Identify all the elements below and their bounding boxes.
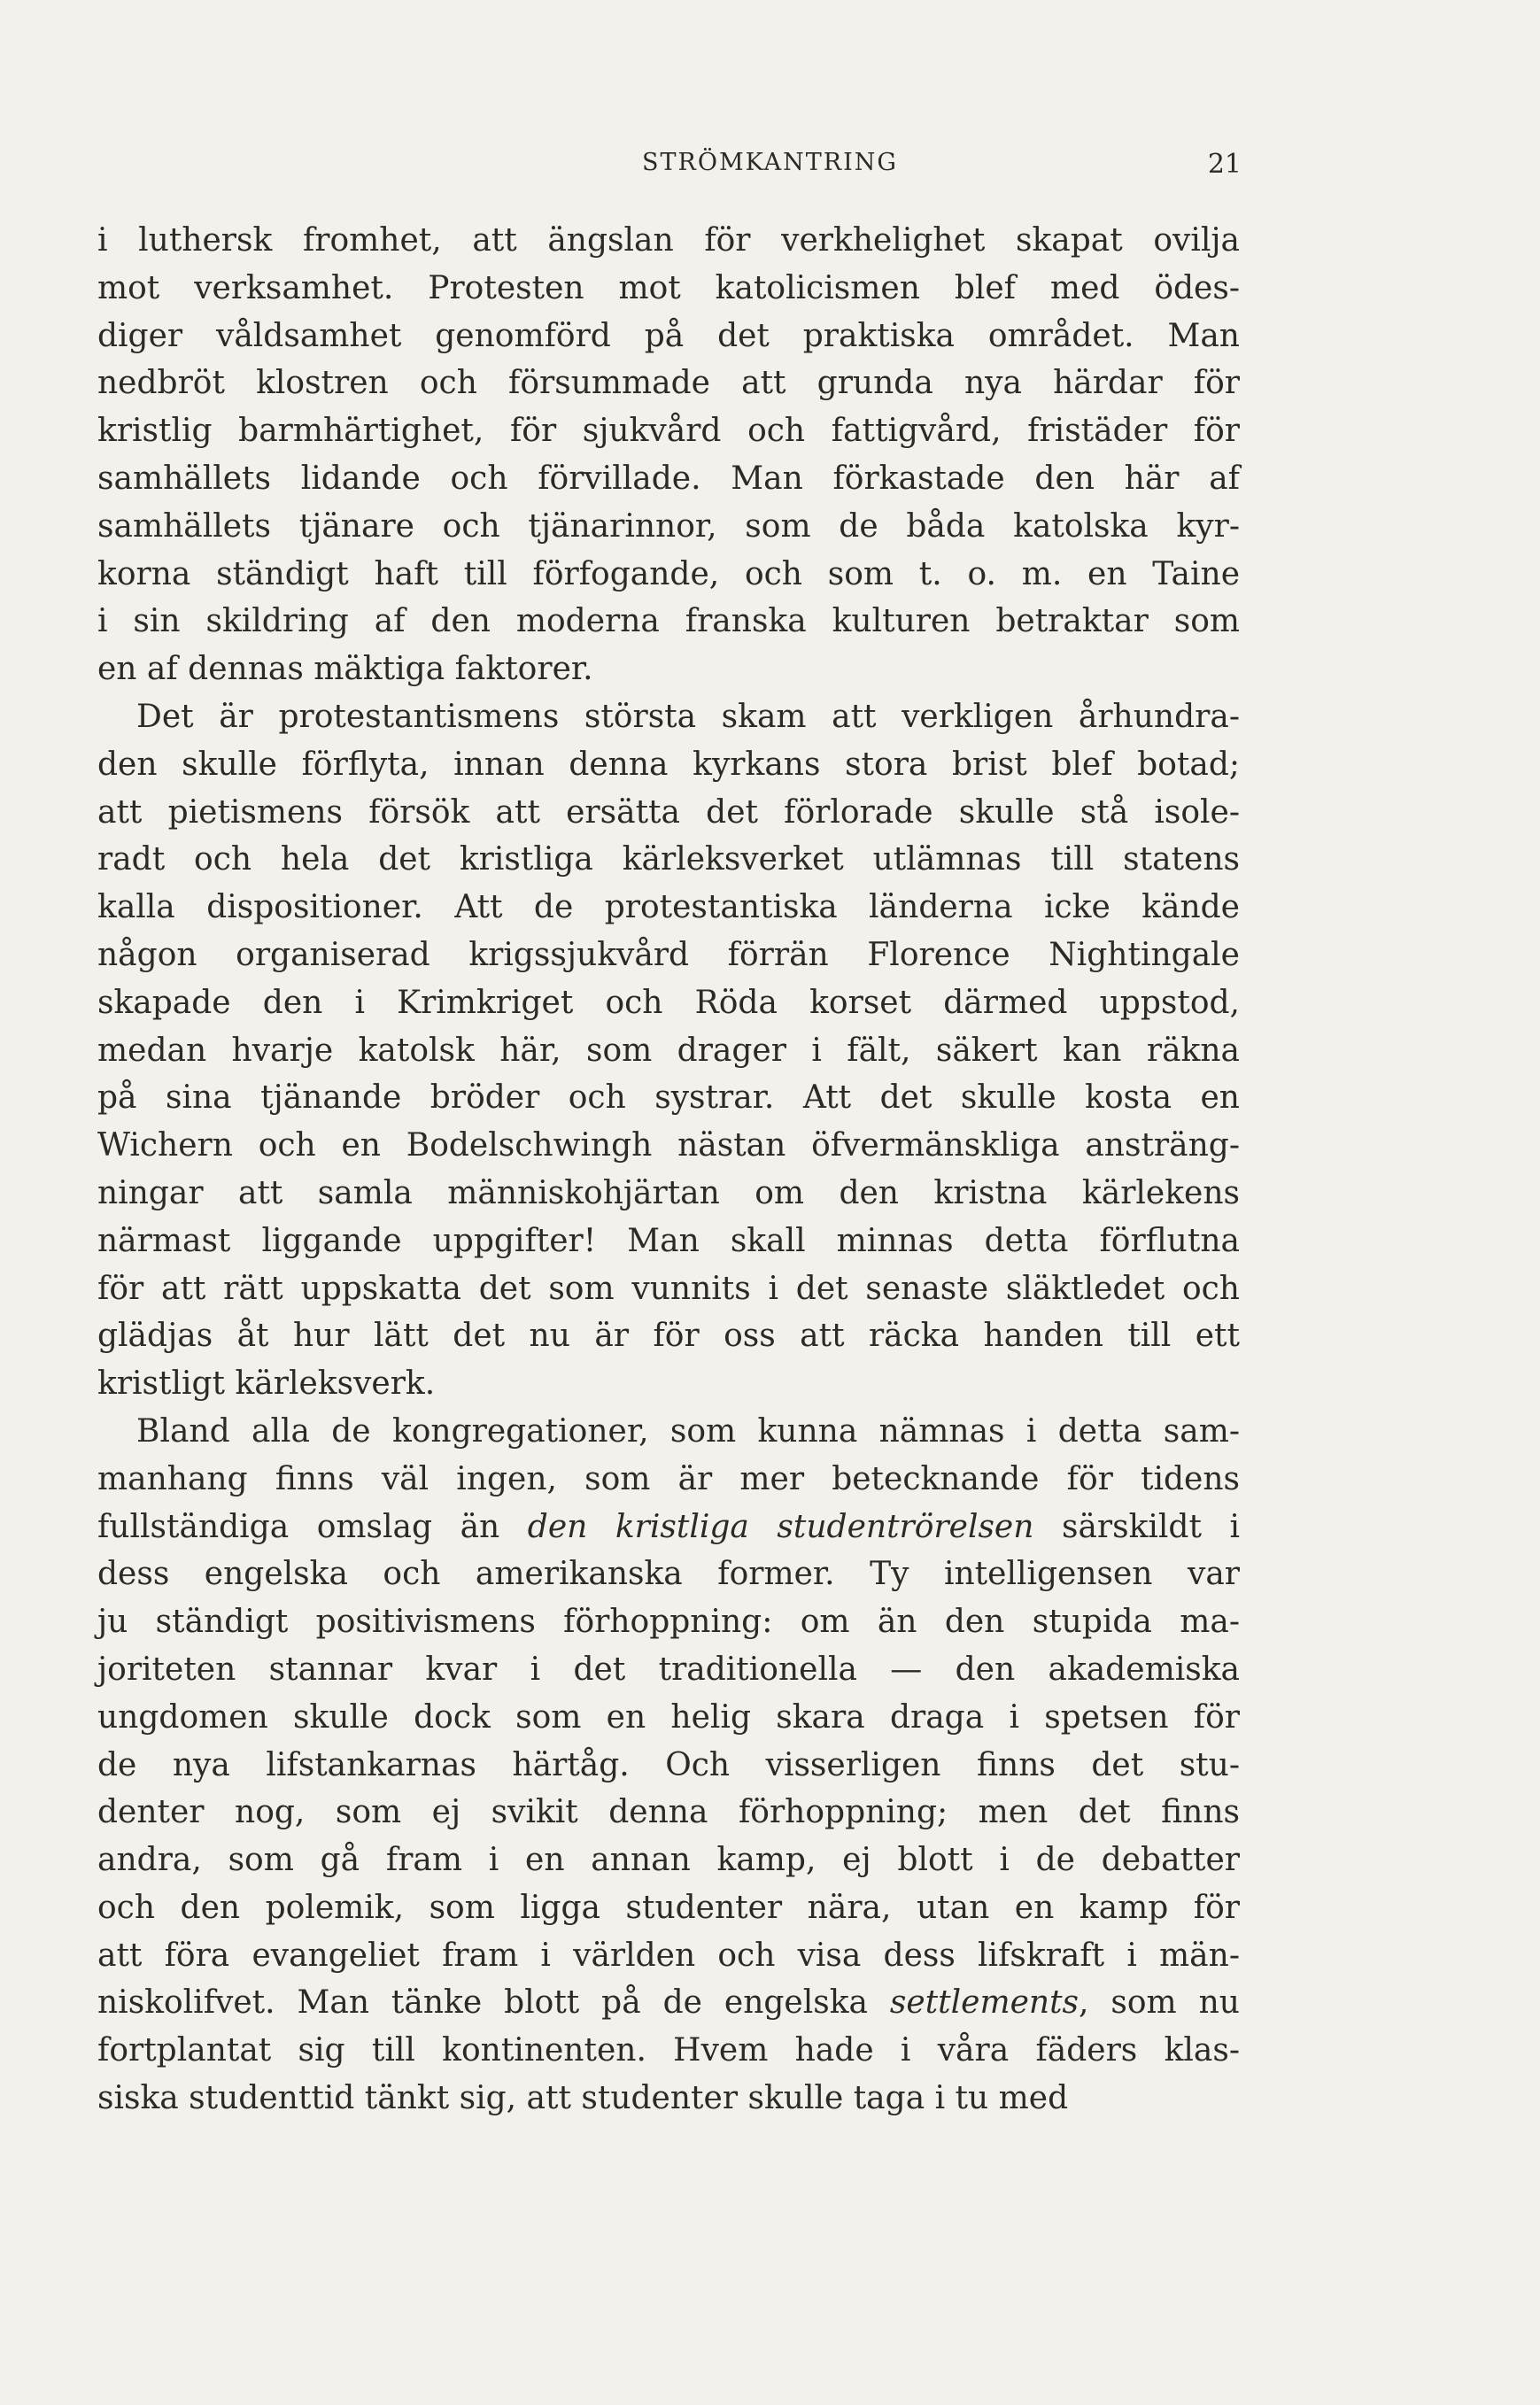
text-line: fortplantat sig till kontinenten. Hvem hade i våra fäders klas- [97,2032,1240,2069]
text-line: i sin skildring af den moderna franska kulturen betraktar som [97,603,1240,640]
text-line: siska studenttid tänkt sig, att studenter skulle taga i tu med [97,2080,1069,2117]
paragraph [97,217,1240,693]
text-line: och den polemik, som ligga studenter nära, utan en kamp för [97,1889,1240,1926]
running-head [0,149,1540,193]
running-title: STRÖMKANTRING [641,149,898,176]
text-line: ningar att samla människohjärtan om den kristna kärlekens [97,1174,1240,1211]
text-line: att föra evangeliet fram i världen och visa dess lifskraft i män- [97,1937,1240,1974]
text-line: att pietismens försök att ersätta det förlorade skulle stå isole- [97,793,1240,831]
text-line [97,1504,1240,1551]
text-line: andra, som gå fram i en annan kamp, ej blott i de debatter [97,1842,1240,1879]
text-line: Bland alla de kongregationer, som kunna nämnas i detta sam- [136,1412,1240,1450]
text-line: radt och hela det kristliga kärleksverket utlämnas till statens [97,841,1240,878]
text-line: glädjas åt hur lätt det nu är för oss att räcka handen till ett [97,1318,1240,1355]
italic-text-run: den kristliga studentrörelsen [527,1508,1034,1545]
text-line: skapade den i Krimkriget och Röda korset därmed uppstod, [97,984,1240,1021]
text-line: Wichern och en Bodelschwingh nästan öfvermänskliga ansträng- [97,1127,1240,1164]
text-line: Det är protestantismens största skam att verkligen århundra- [136,698,1240,735]
page-number: 21 [1207,149,1242,180]
text-line: ju ständigt positivismens förhoppning: om än den stupida ma- [97,1604,1240,1641]
text-line: dess engelska och amerikanska former. Ty intelligensen var [97,1556,1240,1593]
text-line: närmast liggande uppgifter! Man skall minnas detta förflutna [97,1222,1240,1259]
text-run: , som nu [1079,1984,1240,2022]
text-line [97,1979,1240,2027]
text-line: den skulle förflyta, innan denna kyrkans stora brist blef botad; [97,746,1240,783]
text-line: kalla dispositioner. Att de protestantiska länderna icke kände [97,889,1240,926]
paragraph [97,1408,1240,2123]
text-line: kristlig barmhärtighet, för sjukvård och fattigvård, fristäder för [97,413,1240,450]
body-text [97,217,1240,2123]
text-line: ungdomen skulle dock som en helig skara draga i spetsen för [97,1698,1240,1736]
text-line: samhällets tjänare och tjänarinnor, som de båda katolska kyr- [97,507,1240,545]
text-line: en af dennas mäktiga faktorer. [97,651,593,688]
text-line: någon organiserad krigssjukvård förrän Florence Nightingale [97,936,1240,973]
italic-text-run: settlements [889,1984,1080,2022]
text-line: korna ständigt haft till förfogande, och som t. o. m. en Taine [97,555,1240,592]
text-line: joriteten stannar kvar i det traditionella — den akademiska [97,1651,1240,1688]
text-line: de nya lifstankarnas härtåg. Och visserligen finns det stu- [97,1746,1240,1783]
text-line: mot verksamhet. Protesten mot katolicismen blef med ödes- [97,269,1240,306]
text-line: i luthersk fromhet, att ängslan för verkhelighet skapat ovilja [97,222,1240,259]
paragraph [97,693,1240,1408]
text-run: niskolifvet. Man tänke blott på de engelska [97,1984,890,2022]
text-line: samhällets lidande och förvillade. Man förkastade den här af [97,460,1240,497]
text-line: nedbröt klostren och försummade att grunda nya härdar för [97,365,1240,402]
text-run: särskildt i [1033,1508,1240,1545]
text-line: medan hvarje katolsk här, som drager i fält, säkert kan räkna [97,1032,1240,1069]
text-line: manhang finns väl ingen, som är mer betecknande för tidens [97,1460,1240,1497]
text-line: denter nog, som ej svikit denna förhoppning; men det finns [97,1794,1240,1831]
text-line: diger våldsamhet genomförd på det praktiska området. Man [97,317,1240,354]
text-line: på sina tjänande bröder och systrar. Att det skulle kosta en [97,1079,1240,1117]
text-run: fullständiga omslag än [97,1508,528,1545]
text-line: för att rätt uppskatta det som vunnits i det senaste släktledet och [97,1270,1240,1307]
text-line: kristligt kärleksverk. [97,1365,436,1403]
